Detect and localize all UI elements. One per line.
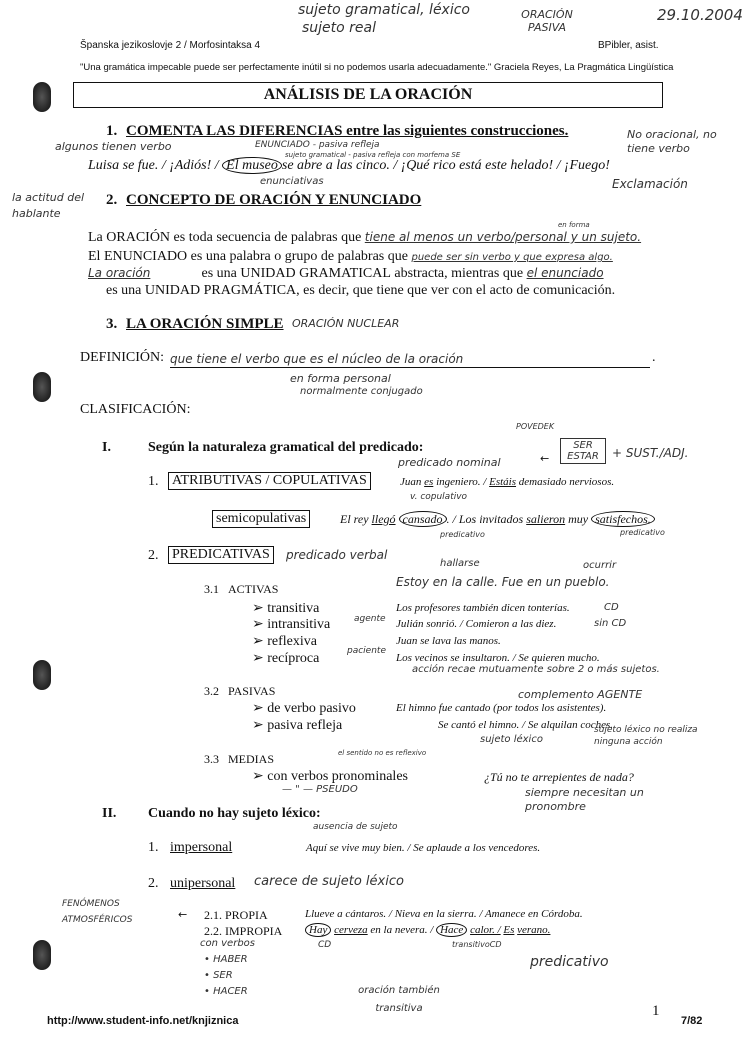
impropia-label: 2.2. IMPROPIA xyxy=(204,924,283,938)
act-row-note: CD xyxy=(604,602,619,613)
med-note: el sentido no es reflexivo xyxy=(338,749,427,757)
partII-note-top: ausencia de sujeto xyxy=(313,822,398,832)
s1-examples xyxy=(88,158,610,174)
arrow-icon: ← xyxy=(540,452,550,465)
semi-ex-g: satisfechos. xyxy=(591,511,655,527)
s2-line3 xyxy=(88,266,604,282)
semi-note1: predicativo xyxy=(440,530,485,539)
punch-hole xyxy=(33,372,51,402)
s1-heading: COMENTA LAS DIFERENCIAS entre las siguientes construcciones. xyxy=(126,123,569,139)
item1-num: 1. xyxy=(148,474,159,489)
semi-ex-d: . / Los invitados xyxy=(446,512,524,526)
header-quote: "Una gramática impecable puede ser perfectamente inútil si no podemos usarla adecuadamente." Graciela Reyes, La Pragmática Lingüística xyxy=(80,62,674,73)
partI-note-pred: predicado nominal xyxy=(398,456,501,469)
partII-item1-num: 1. xyxy=(148,840,159,855)
s2-l4-b: UNIDAD PRAGMÁTICA xyxy=(144,283,297,298)
top-note-left-b: sujeto real xyxy=(302,20,377,36)
s2-l1-a: La xyxy=(88,230,103,245)
item1-label: ATRIBUTIVAS / COPULATIVAS xyxy=(168,472,371,490)
partI-sust: + SUST./ADJ. xyxy=(612,446,689,460)
note-pred: predicativo xyxy=(530,954,609,970)
impropia-ex-g: verano. xyxy=(517,924,551,936)
med-note3: siempre necesitan un pronombre xyxy=(525,786,644,813)
pas-label: PASIVAS xyxy=(228,684,276,698)
s1-ex-c: se abre a las cinco. / ¡Qué rico está este helado! / ¡Fuego! xyxy=(281,158,610,173)
partI-num: I. xyxy=(102,440,111,455)
impropia-ex-b: cerveza xyxy=(334,924,368,936)
s2-l1-sup: en forma xyxy=(558,221,590,229)
partI-heading: Según la naturaleza gramatical del predicado: xyxy=(148,440,424,455)
pas-row-label: pasiva refleja xyxy=(267,718,343,733)
semi-ex-c: cansado xyxy=(399,511,447,527)
propia-example: Llueve a cántaros. / Nieva en la sierra. / Amanece en Córdoba. xyxy=(305,908,583,920)
verbs-title: con verbos xyxy=(200,938,255,949)
arrow-bullet-icon: ➢ xyxy=(252,717,264,733)
s2-l2-hw: puede ser sin verbo y que expresa algo. xyxy=(411,252,613,263)
item1-ex-a: Juan xyxy=(400,476,422,488)
partII-item2-note: carece de sujeto léxico xyxy=(254,874,404,889)
item1-ex-e: demasiado nerviosos. xyxy=(518,476,615,488)
med-row-label: con verbos pronominales xyxy=(267,769,408,784)
act-label: ACTIVAS xyxy=(228,582,279,596)
s1-note-mid2: sujeto gramatical - pasiva refleja con morfema SE xyxy=(285,151,461,159)
arrow-bullet-icon: ➢ xyxy=(252,768,264,784)
note-cd: CD xyxy=(318,940,332,950)
semi-ex-e: salieron xyxy=(526,512,566,526)
note-trans: transitivoCD xyxy=(452,940,502,949)
hw-estoy: Estoy en la calle. Fue en un pueblo. xyxy=(396,575,610,589)
semi-ex-a: El rey xyxy=(340,512,369,526)
s2-line4 xyxy=(106,283,615,299)
top-note-right: ORACIÓN PASIVA xyxy=(521,8,573,34)
verb-item: • SER xyxy=(204,970,233,981)
verb-item: • HABER xyxy=(204,954,248,965)
s1-ex-a: Luisa se fue. / ¡Adiós! / xyxy=(88,158,219,173)
s3-heading-note: ORACIÓN NUCLEAR xyxy=(292,317,400,330)
punch-hole xyxy=(33,82,51,112)
act-row-example: Julián sonrió. / Comieron a las diez. xyxy=(396,618,557,630)
act-agente: agente xyxy=(354,614,386,624)
act-row-label: intransitiva xyxy=(267,617,331,632)
s2-l3-a: es una xyxy=(201,266,237,281)
verb-item-label: SER xyxy=(213,970,233,981)
semi-example xyxy=(340,512,655,527)
def-note1: en forma personal xyxy=(290,372,391,385)
page-title: ANÁLISIS DE LA ORACIÓN xyxy=(73,82,663,108)
s2-l2-c: es una palabra o grupo de palabras que xyxy=(190,249,408,264)
partII-item2: unipersonal xyxy=(170,876,236,891)
header-left: Španska jezikoslovje 2 / Morfosintaksa 4 xyxy=(80,40,261,51)
footer-url[interactable]: http://www.student-info.net/knjiznica xyxy=(47,1015,239,1027)
s2-l3-c: abstracta, mientras que xyxy=(394,266,524,281)
s3-heading: LA ORACIÓN SIMPLE xyxy=(126,316,284,332)
arrow-bullet-icon: ➢ xyxy=(252,600,264,616)
s1-note-left: algunos tienen verbo xyxy=(55,140,172,153)
pas-row-example: Se cantó el himno. / Se alquilan coches. xyxy=(438,719,614,731)
act-row-example: Los vecinos se insultaron. / Se quieren mucho. xyxy=(396,652,600,664)
s2-line2 xyxy=(88,249,613,265)
s2-l4-a: es una xyxy=(106,283,142,298)
s2-line1 xyxy=(88,230,641,246)
arrow-bullet-icon: ➢ xyxy=(252,633,264,649)
med-label: MEDIAS xyxy=(228,752,275,766)
pas-row xyxy=(252,717,342,734)
act-row-label: transitiva xyxy=(267,601,320,616)
page-number: 1 xyxy=(652,1003,660,1019)
partII-item1-ex: Aquí se vive muy bien. / Se aplaude a los vencedores. xyxy=(306,842,541,854)
semi-note2: predicativo xyxy=(620,528,665,537)
def-period: . xyxy=(652,350,656,365)
s1-note-under: enunciativas xyxy=(260,176,324,187)
act-paciente: paciente xyxy=(347,646,386,656)
hw-hallarse: hallarse xyxy=(440,558,480,569)
def-note2: normalmente conjugado xyxy=(300,386,423,397)
semi-ex-f: muy xyxy=(568,512,589,526)
med-example: ¿Tú no te arrepientes de nada? xyxy=(484,770,634,784)
item2-note: predicado verbal xyxy=(286,548,388,562)
partII-num: II. xyxy=(102,806,117,821)
item1-ex-d: Estáis xyxy=(489,476,517,488)
top-note-date: 29.10.2004 xyxy=(657,6,743,24)
s2-l1-c: es toda secuencia de palabras que xyxy=(173,230,362,245)
arrow-bullet-icon: ➢ xyxy=(252,650,264,666)
s2-l4-c: , es decir, que tiene que ver con el acto de comunicación. xyxy=(296,283,616,298)
clasificacion-label: CLASIFICACIÓN: xyxy=(80,402,191,417)
s2-l3-hw2: el enunciado xyxy=(526,266,604,280)
item1-ex-c: ingeniero. / xyxy=(436,476,487,488)
act-row-example: Los profesores también dicen tonterías. xyxy=(396,602,570,614)
partII-item2-num: 2. xyxy=(148,876,159,891)
punch-hole xyxy=(33,660,51,690)
partI-ser-estar: SER ESTAR xyxy=(560,438,606,464)
item2-label: PREDICATIVAS xyxy=(168,546,274,564)
s1-num: 1. xyxy=(106,123,118,139)
act-row xyxy=(252,600,319,617)
pas-note: complemento AGENTE xyxy=(518,688,643,701)
note-bottom: oración también transitiva xyxy=(358,985,440,1014)
act-row-note: sin CD xyxy=(594,618,627,629)
act-row xyxy=(252,650,319,667)
partII-heading: Cuando no hay sujeto léxico: xyxy=(148,806,321,821)
pas-note3: sujeto léxico no realiza ninguna acción xyxy=(594,725,698,747)
def-handwriting: que tiene el verbo que es el núcleo de la oración xyxy=(170,352,464,366)
med-row xyxy=(252,768,408,785)
act-note: acción recae mutuamente sobre 2 o más sujetos. xyxy=(412,664,660,675)
s2-l2-b: ENUNCIADO xyxy=(103,249,188,264)
s2-num: 2. xyxy=(106,192,118,208)
impropia-ex-d: Hace xyxy=(436,923,467,937)
impropia-example xyxy=(305,924,550,936)
pas-note2: sujeto léxico xyxy=(480,734,543,745)
s2-l2-a: El xyxy=(88,249,101,264)
pas-row-example: El himno fue cantado (por todos los asistentes). xyxy=(396,702,607,714)
med-note2: — " — PSEUDO xyxy=(282,784,358,795)
header-right: BPibler, asist. xyxy=(598,40,659,51)
s2-heading: CONCEPTO DE ORACIÓN Y ENUNCIADO xyxy=(126,192,422,208)
pas-num: 3.2 xyxy=(204,684,219,698)
hw-ocurrir: ocurrir xyxy=(583,560,617,571)
pas-row-label: de verbo pasivo xyxy=(267,701,356,716)
arrow-left-icon: ← xyxy=(178,908,188,921)
semi-ex-b: llegó xyxy=(371,512,396,526)
impropia-ex-c: en la nevera. / xyxy=(370,924,434,936)
arrow-bullet-icon: ➢ xyxy=(252,616,264,632)
s1-note-right: No oracional, no tiene verbo xyxy=(627,128,717,155)
partI-note-poveder: POVEDEK xyxy=(516,422,555,431)
footer-page: 7/82 xyxy=(681,1015,703,1027)
act-row xyxy=(252,616,330,633)
act-row-example: Juan se lava las manos. xyxy=(396,635,501,647)
s2-side-note: la actitud del hablante xyxy=(12,191,85,220)
s2-l1-hw: tiene al menos un verbo/personal y un sujeto. xyxy=(364,230,642,244)
punch-hole xyxy=(33,940,51,970)
item1-example xyxy=(400,476,614,488)
act-num: 3.1 xyxy=(204,582,219,596)
partII-side-note: FENÓMENOS ATMOSFÉRICOS xyxy=(62,899,133,925)
partII-item1: impersonal xyxy=(170,840,233,855)
semi-label: semicopulativas xyxy=(212,510,310,528)
act-row-label: recíproca xyxy=(267,651,320,666)
verb-item: • HACER xyxy=(204,986,248,997)
act-row-label: reflexiva xyxy=(267,634,317,649)
s1-note-excl: Exclamación xyxy=(612,177,688,191)
arrow-bullet-icon: ➢ xyxy=(252,700,264,716)
verb-item-label: HABER xyxy=(213,954,248,965)
s2-l3-hw1: La oración xyxy=(88,266,151,280)
top-note-left-a: sujeto gramatical, léxico xyxy=(298,2,470,18)
s2-l3-b: UNIDAD GRAMATICAL xyxy=(240,266,391,281)
item1-ex-b: es xyxy=(424,476,434,488)
item2-num: 2. xyxy=(148,548,159,563)
def-blank xyxy=(170,350,650,368)
act-row xyxy=(252,633,317,650)
s1-ex-museo: El museo xyxy=(222,157,282,174)
item1-note: v. copulativo xyxy=(410,492,468,502)
impropia-ex-f: Es xyxy=(503,924,515,936)
s3-num: 3. xyxy=(106,316,118,332)
propia-label: 2.1. PROPIA xyxy=(204,908,268,922)
impropia-ex-e: calor. / xyxy=(470,924,501,936)
verb-item-label: HACER xyxy=(213,986,248,997)
impropia-ex-a: Hay xyxy=(305,923,331,937)
def-label: DEFINICIÓN: xyxy=(80,350,164,365)
pas-row xyxy=(252,700,356,717)
s1-note-mid: ENUNCIADO - pasiva refleja xyxy=(255,140,380,150)
med-num: 3.3 xyxy=(204,752,219,766)
s2-l1-b: ORACIÓN xyxy=(106,230,171,245)
